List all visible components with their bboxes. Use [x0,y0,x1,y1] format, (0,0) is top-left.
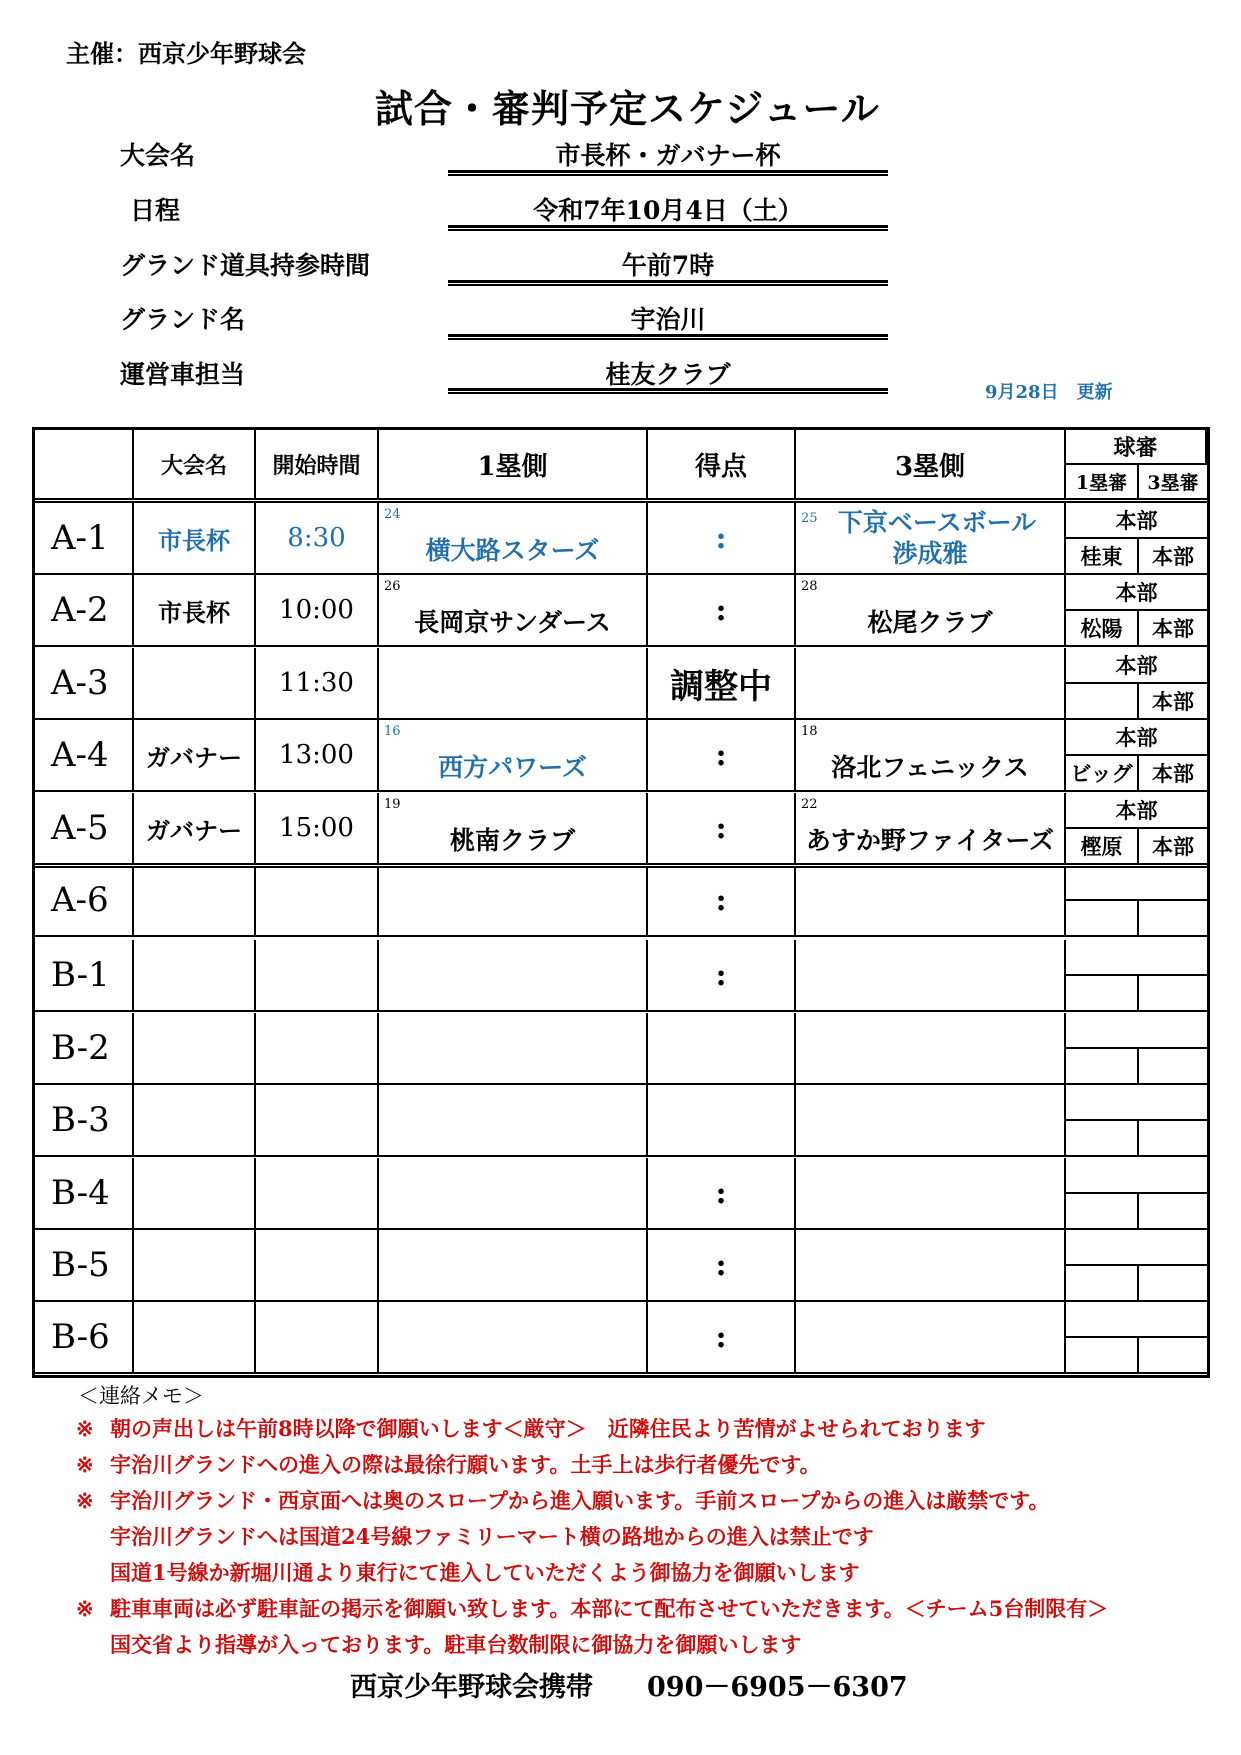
team-number: 24 [384,507,401,522]
score-cell[interactable]: : [648,865,796,937]
third-base-umpire-cell[interactable]: 本部 [1139,684,1207,720]
header-tournament: 大会名 [134,430,256,500]
score-cell[interactable]: : [648,503,796,575]
note-text: 国道1号線か新堀川通より東行にて進入していただくよう御協力を御願いします [110,1560,860,1585]
info-value-date: 令和7年10月4日（土） [533,196,803,225]
first-base-team-cell[interactable] [379,1013,648,1085]
info-value-vehicle: 桂友クラブ [605,360,731,389]
plate-umpire-cell[interactable] [1066,1302,1207,1338]
team-name: 横大路スターズ [425,536,600,565]
score-cell[interactable] [648,1013,796,1085]
first-base-umpire-cell[interactable] [1066,1121,1139,1157]
tournament-cell: 市長杯 [134,503,256,575]
third-base-team-cell[interactable] [796,503,1066,575]
third-base-umpire-cell[interactable]: 本部 [1139,611,1207,647]
tournament-cell: ガバナー [134,793,256,865]
third-base-umpire-cell[interactable] [1139,1049,1207,1085]
underline [448,280,888,286]
tournament-cell [134,1230,256,1302]
note-text: 駐車車両は必ず駐車証の掲示を御願い致します。本部にて配布させていただきます。＜チーム5台制限有＞ [110,1596,1109,1621]
start-time-cell: 10:00 [256,575,379,647]
third-base-umpire-cell[interactable]: 本部 [1139,829,1207,865]
info-label-ground: グランド名 [120,305,246,334]
plate-umpire-cell[interactable] [1066,1013,1207,1049]
note-text: 朝の声出しは午前8時以降で御願いします＜厳守＞ 近隣住民より苦情がよせられております [110,1416,986,1441]
plate-umpire-cell[interactable] [1066,865,1207,901]
first-base-team-cell[interactable] [379,940,648,1012]
third-base-umpire-cell[interactable] [1139,976,1207,1012]
slot-label: A-2 [35,575,134,647]
tournament-cell [134,865,256,937]
third-base-team-cell[interactable] [796,793,1066,865]
team-name: 下京ベースボール [837,507,1037,537]
plate-umpire-cell[interactable] [1066,1085,1207,1121]
score-cell[interactable]: : [648,1302,796,1374]
header-start-time: 開始時間 [256,430,379,500]
team-number: 26 [384,579,401,594]
info-label-date: 日程 [130,196,181,225]
first-base-team-cell[interactable] [379,648,648,720]
first-base-team-cell[interactable] [379,720,648,792]
info-label-tournament: 大会名 [120,141,196,170]
team-name: 洛北フェニックス [831,753,1029,782]
contact-phone: 西京少年野球会携帯 090－6905－6307 [350,1672,908,1703]
start-time-cell [256,940,379,1012]
note-text: 国交省より指導が入っております。駐車台数制限に御協力を御願いします [110,1632,802,1657]
tournament-cell [134,1085,256,1157]
third-base-team-cell[interactable] [796,940,1066,1012]
score-cell[interactable]: : [648,720,796,792]
header-umpire-3b: 3塁審 [1139,465,1207,500]
organizer: 主催：西京少年野球会 [66,39,306,68]
slot-label: B-2 [35,1013,134,1085]
header-third-base: 3塁側 [796,430,1066,500]
third-base-umpire-cell[interactable] [1139,1121,1207,1157]
plate-umpire-cell[interactable]: 本部 [1066,575,1207,611]
third-base-team-cell[interactable] [796,720,1066,792]
header-first-base: 1塁側 [379,430,648,500]
start-time-cell [256,1302,379,1374]
team-number: 18 [801,724,818,739]
section-divider [35,863,1207,868]
third-base-umpire-cell[interactable] [1139,1194,1207,1230]
underline [448,225,888,231]
first-base-umpire-cell[interactable] [1066,1338,1139,1374]
tournament-cell [134,648,256,720]
note-mark: ※ [76,1416,94,1441]
team-number: 25 [801,511,818,526]
underline [448,388,888,394]
score-cell[interactable]: : [648,940,796,1012]
memo-title: ＜連絡メモ＞ [78,1384,204,1408]
team-name-line2: 渉成雅 [892,539,968,568]
score-cell[interactable]: : [648,1158,796,1230]
slot-label: A-3 [35,648,134,720]
start-time-cell: 13:00 [256,720,379,792]
plate-umpire-cell[interactable]: 本部 [1066,648,1207,684]
slot-label: A-1 [35,503,134,575]
info-value-tournament: 市長杯・ガバナー杯 [555,141,781,170]
start-time-cell: 8:30 [256,503,379,575]
memo-note [76,1521,874,1551]
first-base-team-cell[interactable] [379,503,648,575]
start-time-cell [256,1013,379,1085]
memo-note [76,1557,860,1587]
score-cell[interactable]: : [648,1230,796,1302]
slot-label: B-1 [35,940,134,1012]
first-base-umpire-cell[interactable] [1066,684,1139,720]
third-base-team-cell[interactable] [796,1302,1066,1374]
team-name: 長岡京サンダース [414,608,611,637]
score-cell[interactable]: : [648,575,796,647]
start-time-cell: 15:00 [256,793,379,865]
schedule-table [32,427,1210,1378]
score-cell[interactable]: : [648,793,796,865]
tournament-cell [134,940,256,1012]
note-mark: ※ [76,1596,94,1621]
third-base-team-cell[interactable] [796,575,1066,647]
first-base-umpire-cell[interactable] [1066,1266,1139,1302]
first-base-umpire-cell[interactable]: 桂東 [1066,539,1139,575]
tournament-cell [134,1302,256,1374]
note-mark: ※ [76,1488,94,1513]
third-base-umpire-cell[interactable]: 本部 [1139,539,1207,575]
info-label-equipment-time: グランド道具持参時間 [120,251,371,280]
third-base-team-cell[interactable] [796,1013,1066,1085]
third-base-team-cell[interactable] [796,865,1066,937]
updated-date: 9月28日 更新 [985,382,1113,403]
first-base-umpire-cell[interactable] [1066,1194,1139,1230]
start-time-cell [256,1158,379,1230]
plate-umpire-cell[interactable] [1066,1158,1207,1194]
note-text: 宇治川グランドへは国道24号線ファミリーマート横の路地からの進入は禁止です [110,1524,874,1549]
team-name: 西方パワーズ [438,753,587,782]
first-base-umpire-cell[interactable] [1066,1049,1139,1085]
header-slot [35,430,134,500]
third-base-team-cell[interactable] [796,1085,1066,1157]
start-time-cell [256,865,379,937]
slot-label: B-6 [35,1302,134,1374]
slot-label: B-5 [35,1230,134,1302]
info-label-vehicle: 運営車担当 [120,360,246,389]
first-base-umpire-cell[interactable]: 樫原 [1066,829,1139,865]
note-mark: ※ [76,1452,94,1477]
plate-umpire-cell[interactable]: 本部 [1066,720,1207,756]
first-base-team-cell[interactable] [379,1302,648,1374]
team-number: 28 [801,579,818,594]
tournament-cell: ガバナー [134,720,256,792]
page-title: 試合・審判予定スケジュール [375,86,880,131]
first-base-team-cell[interactable] [379,1085,648,1157]
score-cell[interactable] [648,1085,796,1157]
start-time-cell [256,1230,379,1302]
slot-label: B-3 [35,1085,134,1157]
tournament-cell [134,1013,256,1085]
third-base-umpire-cell[interactable] [1139,901,1207,937]
note-text: 宇治川グランド・西京面へは奥のスロープから進入願います。手前スロープからの進入は厳禁です。 [110,1488,1050,1513]
third-base-team-cell[interactable] [796,648,1066,720]
start-time-cell [256,1085,379,1157]
tournament-cell: 市長杯 [134,575,256,647]
score-cell[interactable]: 調整中 [648,648,796,720]
plate-umpire-cell[interactable]: 本部 [1066,793,1207,829]
first-base-team-cell[interactable] [379,575,648,647]
info-value-ground: 宇治川 [630,305,706,334]
memo-note [76,1449,821,1479]
team-number: 22 [801,797,818,812]
third-base-umpire-cell[interactable] [1139,1266,1207,1302]
slot-label: B-4 [35,1158,134,1230]
team-name: 松尾クラブ [867,608,993,637]
team-name: 桃南クラブ [449,826,575,855]
first-base-team-cell[interactable] [379,793,648,865]
third-base-team-cell[interactable] [796,1230,1066,1302]
start-time-cell: 11:30 [256,648,379,720]
first-base-umpire-cell[interactable]: 松陽 [1066,611,1139,647]
third-base-team-cell[interactable] [796,1158,1066,1230]
slot-label: A-5 [35,793,134,865]
slot-label: A-6 [35,865,134,937]
note-text: 宇治川グランドへの進入の際は最徐行願います。土手上は歩行者優先です。 [110,1452,821,1477]
third-base-umpire-cell[interactable]: 本部 [1139,756,1207,792]
team-number: 16 [384,724,401,739]
third-base-umpire-cell[interactable] [1139,1338,1207,1374]
first-base-team-cell[interactable] [379,1230,648,1302]
underline [448,334,888,340]
header-score: 得点 [648,430,796,500]
plate-umpire-cell[interactable] [1066,940,1207,976]
memo-note [76,1593,1108,1623]
tournament-cell [134,1158,256,1230]
team-number: 19 [384,797,401,812]
first-base-team-cell[interactable] [379,865,648,937]
header-umpire-1b: 1塁審 [1066,465,1139,500]
first-base-umpire-cell[interactable]: ビッグ [1066,756,1139,792]
memo-note [76,1485,1050,1515]
team-name: あすか野ファイターズ [805,826,1055,855]
memo-note [76,1413,986,1443]
header-umpire: 球審 [1066,430,1207,465]
first-base-team-cell[interactable] [379,1158,648,1230]
slot-label: A-4 [35,720,134,792]
plate-umpire-cell[interactable]: 本部 [1066,503,1207,539]
info-value-equipment-time: 午前7時 [621,251,715,280]
first-base-umpire-cell[interactable] [1066,976,1139,1012]
plate-umpire-cell[interactable] [1066,1230,1207,1266]
underline [448,170,888,176]
memo-note [76,1629,801,1659]
first-base-umpire-cell[interactable] [1066,901,1139,937]
